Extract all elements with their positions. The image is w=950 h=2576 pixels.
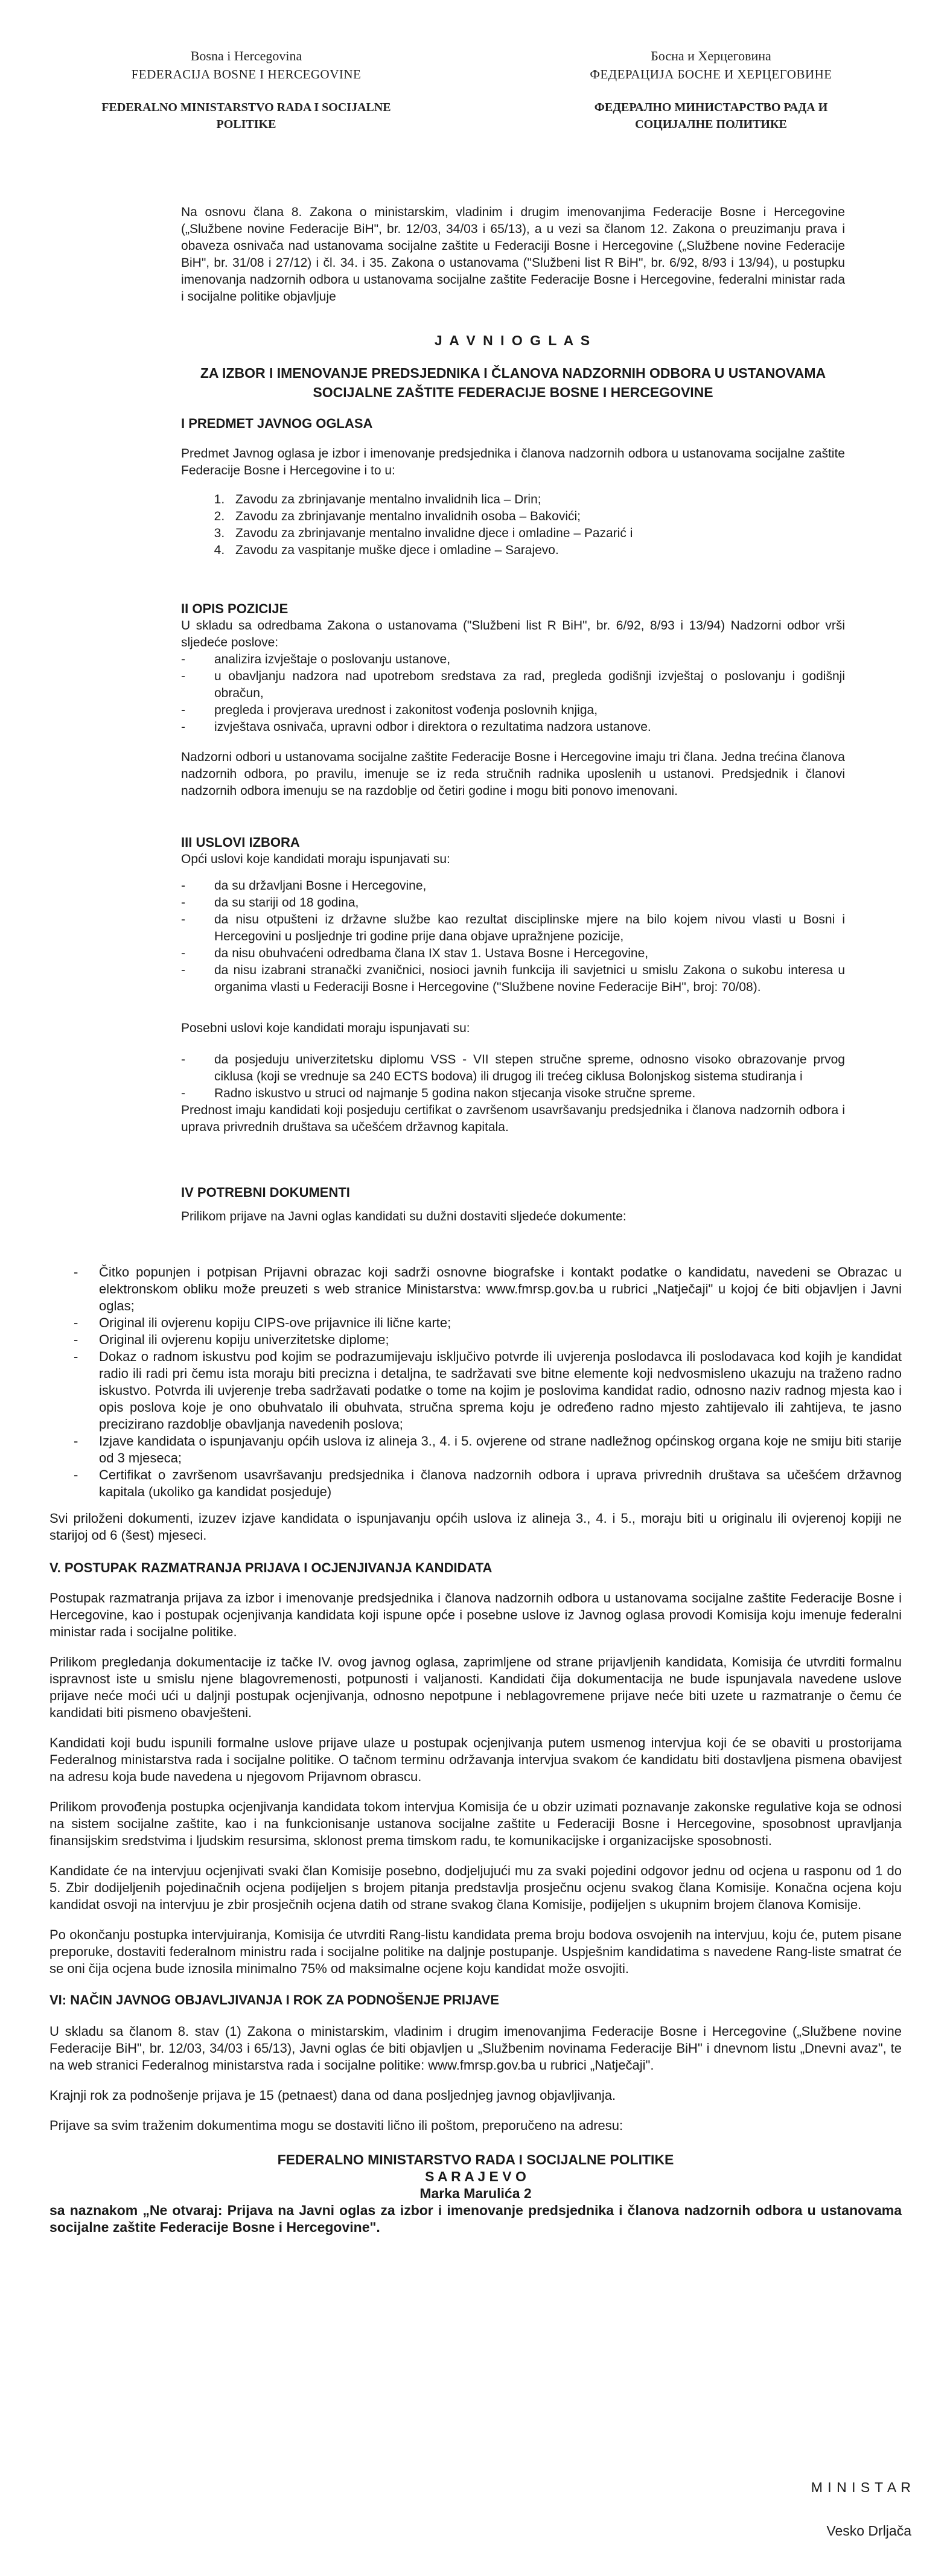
section-5-heading: V. POSTUPAK RAZMATRANJA PRIJAVA I OCJENJIVANJA KANDIDATA [49,1560,493,1575]
section-4-heading-block [181,1184,845,1225]
announcement-title: J A V N I O G L A S [434,333,592,348]
list-item: - da nisu obuhvaćeni odredbama člana IX stav 1. Ustava Bosne i Hercegovine, [181,945,845,962]
list-item: - da su stariji od 18 godina, [181,894,845,911]
list-item: 2. Zavodu za zbrinjavanje mentalno invalidnih osoba – Bakovići; [228,508,845,525]
header-latin [89,47,403,133]
section-1-text: Predmet Javnog oglasa je izbor i imenovanje predsjednika i članova nadzornih odbora u ustanovama socijalne zaštite Federacije Bosne i Hercegovine i to u: [181,447,845,477]
title-block [181,331,845,402]
list-item: - analizira izvještaje o poslovanju ustanove, [181,651,845,668]
header-cyrillic [554,47,868,133]
header-country: Bosna i Hercegovina [190,48,302,63]
section-5-paragraph: Prilikom provođenja postupka ocjenjivanja kandidata tokom intervjua Komisija će u obzir uzimati poznavanje zakonske regulative koja se odnosi na sistem socijalne zaštite, kao i na funkcionisanje ustanova socijalne zaštite u Federaciji Bosne i Hercegovine, sposobnost upravljanja finansijskim sredstvima i ljudskim resursima, sklonost prema timskom radu, te komunikacijske i organizacijske sposobnosti. [49,1799,902,1848]
list-item: 1. Zavodu za zbrinjavanje mentalno invalidnih lica – Drin; [228,491,845,508]
header-ministry-cyr: ФЕДЕРАЛНО МИНИСТАРСТВО РАДА И СОЦИЈАЛНЕ ПОЛИТИКЕ [594,101,828,131]
intro-text: Na osnovu člana 8. Zakona o ministarskim, vladinim i drugim imenovanjima Federacije Bosne i Hercegovine („Službene novine Federacije BiH", br. 12/03, 34/03 i 65/13), a u vezi sa članom 12. Zakona o preuzimanju prava i obaveza osnivača nad ustanovama socijalne zaštite u Federaciji Bosne i Hercegovine („Službene novine Federacije BiH", br. 31/08 i 27/12) i čl. 34. i 35. Zakona o ustanovama ("Službeni list R BiH", br. 6/92, 8/93 i 13/94), u postupku imenovanja nadzornih odbora u ustanovama socijalne zaštite Federacije Bosne i Hercegovine, federalni ministar rada i socijalne politike objavljuje [181,205,845,304]
header-country-cyr: Босна и Херцеговина [651,48,771,63]
list-item: - da su državljani Bosne i Hercegovine, [181,878,845,894]
list-item: - izvještava osnivača, upravni odbor i direktora o rezultatima nadzora ustanove. [181,719,845,736]
signature-name: Vesko Drljača [826,2523,911,2539]
header-federation: FEDERACIJA BOSNE I HERCEGOVINE [131,67,362,81]
list-item: - u obavljanju nadzora nad upotrebom sredstava za rad, pregleda godišnji izvještaj o poslovanju i godišnji obračun, [181,668,845,702]
section-5-paragraph: Prilikom pregledanja dokumentacije iz tačke IV. ovog javnog oglasa, zaprimljene od strane prijavljenih kandidata, Komisija će utvrditi formalnu ispravnost iste u smislu njene blagovremenosti, potpunosti i valjanosti. Kandidati čija dokumentacija ne bude ispunjavala navedene uslove prijave neće moći ući u daljnji postupak ocjenjivanja, odnosno nepotpune i neblagovremene prijave neće biti uzete u razmatranje o čemu će kandidati biti pismeno obavješteni. [49,1654,902,1720]
section-5-paragraph: Kandidati koji budu ispunili formalne uslove prijave ulaze u postupak ocjenjivanja putem usmenog intervjua koji će se obaviti u prostorijama Federalnog ministarstva rada i socijalne politike. O tačnom terminu održavanja intervjua svakom će kandidatu biti dostavljena pismena obavijest na adresu koja bude navedena u njegovom Prijavnom obrascu. [49,1735,902,1784]
section-3-heading: III USLOVI IZBORA [181,835,300,850]
section-6-heading: VI: NAČIN JAVNOG OBJAVLJIVANJA I ROK ZA PODNOŠENJE PRIJAVE [49,1992,499,2007]
list-item: - Čitko popunjen i potpisan Prijavni obrazac koji sadrži osnovne biografske i kontakt podatke o kandidatu, navedeni se Obrazac u elektronskom obliku može preuzeti s web stranice Ministarstva: www.fmrsp.gov.ba u rubrici „Natječaji" u kojoj će biti objavljen i Javni oglas; [49,1264,902,1315]
list-item: - Original ili ovjerenu kopiju CIPS-ove prijavnice ili lične karte; [49,1315,902,1331]
list-item: - Izjave kandidata o ispunjavanju općih uslova iz alineja 3., 4. i 5. ovjerene od strane nadležnog općinskog organa koje ne smiju biti starije od 3 mjeseca; [49,1433,902,1467]
list-item: - Dokaz o radnom iskustvu pod kojim se podrazumijevaju isključivo potvrde ili uvjerenja poslodavca ili poslodavaca kod kojih je kandidat radio ili radi pri čemu ista moraju biti precizna i detaljna, te sadržavati sve bitne elemente koji nedvosmisleno ukazuju na traženo radno iskustvo. Potvrda ili uvjerenje treba sadržavati podatke o tome na kojim je poslovima kandidat radio, odnosno naziv radnog mjesta kao i opis poslova koje je ono obuhvatalo ili obuhvata, stručna sprema koju je određeno radno mjesto zahtijevalo ili zahtijeva, te jasno precizirano razdoblje obavljanja navedenih poslova; [49,1348,902,1433]
list-item: - da nisu izabrani stranački zvaničnici, nosioci javnih funkcija ili savjetnici u smislu Zakona o sukobu interesa u organima vlasti u Federaciji Bosne i Hercegovine ("Službene novine Federacije BiH", broj: 70/08). [181,962,845,996]
list-item: - da nisu otpušteni iz državne službe kao rezultat disciplinske mjere na bilo kojem nivou vlasti u Bosni i Hercegovini u posljednje tri godine prije dana objave upražnjene pozicije, [181,911,845,945]
section-3-after: Prednost imaju kandidati koji posjeduju certifikat o završenom usavršavanju predsjednika i članova nadzornih odbora i uprava privrednih društava sa učešćem državnog kapitala. [181,1103,845,1134]
list-item: - Original ili ovjerenu kopiju univerzitetske diplome; [49,1331,902,1348]
section-6-submission: Prijave sa svim traženim dokumentima mogu se dostaviti lično ili poštom, preporučeno na adresu: [49,2118,623,2133]
list-item: 3. Zavodu za zbrinjavanje mentalno invalidne djece i omladine – Pazarić i [228,525,845,542]
section-5-paragraph: Kandidate će na intervjuu ocjenjivati svaki član Komisije posebno, dodjeljujući mu za svaki pojedini odgovor jednu od ocjena u rasponu od 1 do 5. Zbir dodijeljenih pojedinačnih ocjena podijeljen s brojem pitanja predstavlja prosječnu ocjenu svakog člana Komisije. Konačna ocjena koju kandidat osvoji na intervjuu je zbir prosječnih ocjena datih od strane svakog člana Komisije, podijeljen s ukupnim brojem članova Komisije. [49,1863,902,1912]
special-conditions-intro: Posebni uslovi koje kandidati moraju ispunjavati su: [181,1021,470,1035]
section-1-heading: I PREDMET JAVNOG OGLASA [181,416,373,431]
section-2-text: U skladu sa odredbama Zakona o ustanovama ("Službeni list R BiH", br. 6/92, 8/93 i 13/94) Nadzorni odbor vrši sljedeće poslove: [181,619,845,649]
general-conditions-list [181,878,845,996]
section-4-text: Prilikom prijave na Javni oglas kandidati su dužni dostaviti sljedeće dokumente: [181,1210,626,1223]
duties-list [181,651,845,736]
intro-block [181,204,845,305]
section-4-heading: IV POTREBNI DOKUMENTI [181,1185,350,1200]
section-4-after: Svi priloženi dokumenti, izuzev izjave kandidata o ispunjavanju općih uslova iz alineja 3., 4. i 5., moraju biti u originalu ili ovjerenoj kopiji ne starijoj od 6 (šest) mjeseci. [49,1511,902,1543]
section-5-paragraph: Po okončanju postupka intervjuiranja, Komisija će utvrditi Rang-listu kandidata prema broju bodova osvojenih na intervjuu, koju će, putem pisane preporuke, dostaviti federalnom ministru rada i socijalne politike na daljnje postupanje. Uspješnim kandidatima s navedene Rang-liste smatrat će se oni čija ocjena bude iznosila minimalno 75% od maksimalne ocjene koju kandidat može osvojiti. [49,1927,902,1976]
section-6-deadline: Krajnji rok za podnošenje prijava je 15 (petnaest) dana od dana posljednjeg javnog objavljivanja. [49,2088,616,2103]
signature-title: M I N I S T A R [811,2479,911,2495]
section-4-documents [49,1264,902,2236]
envelope-note: sa naznakom „Ne otvaraj: Prijava na Javni oglas za izbor i imenovanje predsjednika i članova nadzornih odbora u ustanovama socijalne zaštite Federacije Bosne i Hercegovine". [49,2202,902,2235]
address-street: Marka Marulića 2 [419,2185,532,2201]
subtitle-line-2: SOCIJALNE ZAŠTITE FEDERACIJE BOSNE I HERCEGOVINE [313,384,713,400]
section-2-heading: II OPIS POZICIJE [181,601,289,616]
section-3 [181,834,845,1136]
section-2 [181,601,845,800]
subtitle-line-1: ZA IZBOR I IMENOVANJE PREDSJEDNIKA I ČLANOVA NADZORNIH ODBORA U USTANOVAMA [200,365,826,381]
section-5-paragraph: Postupak razmatranja prijava za izbor i imenovanje predsjednika i članova nadzornih odbora u ustanovama socijalne zaštite Federacije Bosne i Hercegovine, kao i postupak ocjenjivanja kandidata koji ispune opće i posebne uslove iz Javnog oglasa provodi Komisija koju imenuje federalni ministar rada i socijalne politike. [49,1590,902,1639]
section-6-paragraph: U skladu sa članom 8. stav (1) Zakona o ministarskim, vladinim i drugim imenovanjima Federacije Bosne i Hercegovine („Službene novine Federacije BiH", br. 12/03, 34/03 i 65/13), Javni oglas će biti objavljen u „Službenim novinama Federacije BiH" i dnevnom listu „Dnevni avaz", te na web stranici Federalnog ministarstva rada i socijalne politike: www.fmrsp.gov.ba u rubrici „Natječaji". [49,2024,902,2073]
header-ministry: FEDERALNO MINISTARSTVO RADA I SOCIJALNE POLITIKE [101,101,391,131]
list-item: - Radno iskustvo u struci od najmanje 5 godina nakon stjecanja visoke stručne spreme. [181,1085,845,1102]
section-1 [181,415,845,559]
address-city: S A R A J E V O [425,2169,526,2184]
documents-list [49,1264,902,1500]
header-federation-cyr: ФЕДЕРАЦИЈА БОСНЕ И ХЕРЦЕГОВИНЕ [590,67,832,81]
list-item: - da posjeduju univerzitetsku diplomu VSS - VII stepen stručne spreme, odnosno visoko obrazovanje prvog ciklusa (koji se vrednuje sa 240 ECTS bodova) ili drugog ili trećeg ciklusa Bolonjskog sistema studiranja i [181,1051,845,1085]
general-conditions-intro: Opći uslovi koje kandidati moraju ispunjavati su: [181,852,450,866]
section-2-after: Nadzorni odbori u ustanovama socijalne zaštite Federacije Bosne i Hercegovine imaju tri člana. Jedna trećina članova nadzornih odbora, po pravilu, imenuje se iz reda stručnih radnika uposlenih u ustanovi. Predsjednik i članovi nadzornih odbora imenuju se na razdoblje od četiri godine i mogu biti ponovo imenovani. [181,750,845,798]
list-item: 4. Zavodu za vaspitanje muške djece i omladine – Sarajevo. [228,542,845,559]
address-ministry: FEDERALNO MINISTARSTVO RADA I SOCIJALNE POLITIKE [277,2152,674,2167]
list-item: - Certifikat o završenom usavršavanju predsjednika i članova nadzornih odbora i uprava privrednih društava sa učešćem državnog kapitala (ukoliko ga kandidat posjeduje) [49,1467,902,1500]
special-conditions-list [181,1051,845,1102]
institution-list [181,491,845,559]
list-item: - pregleda i provjerava urednost i zakonitost vođenja poslovnih knjiga, [181,702,845,719]
